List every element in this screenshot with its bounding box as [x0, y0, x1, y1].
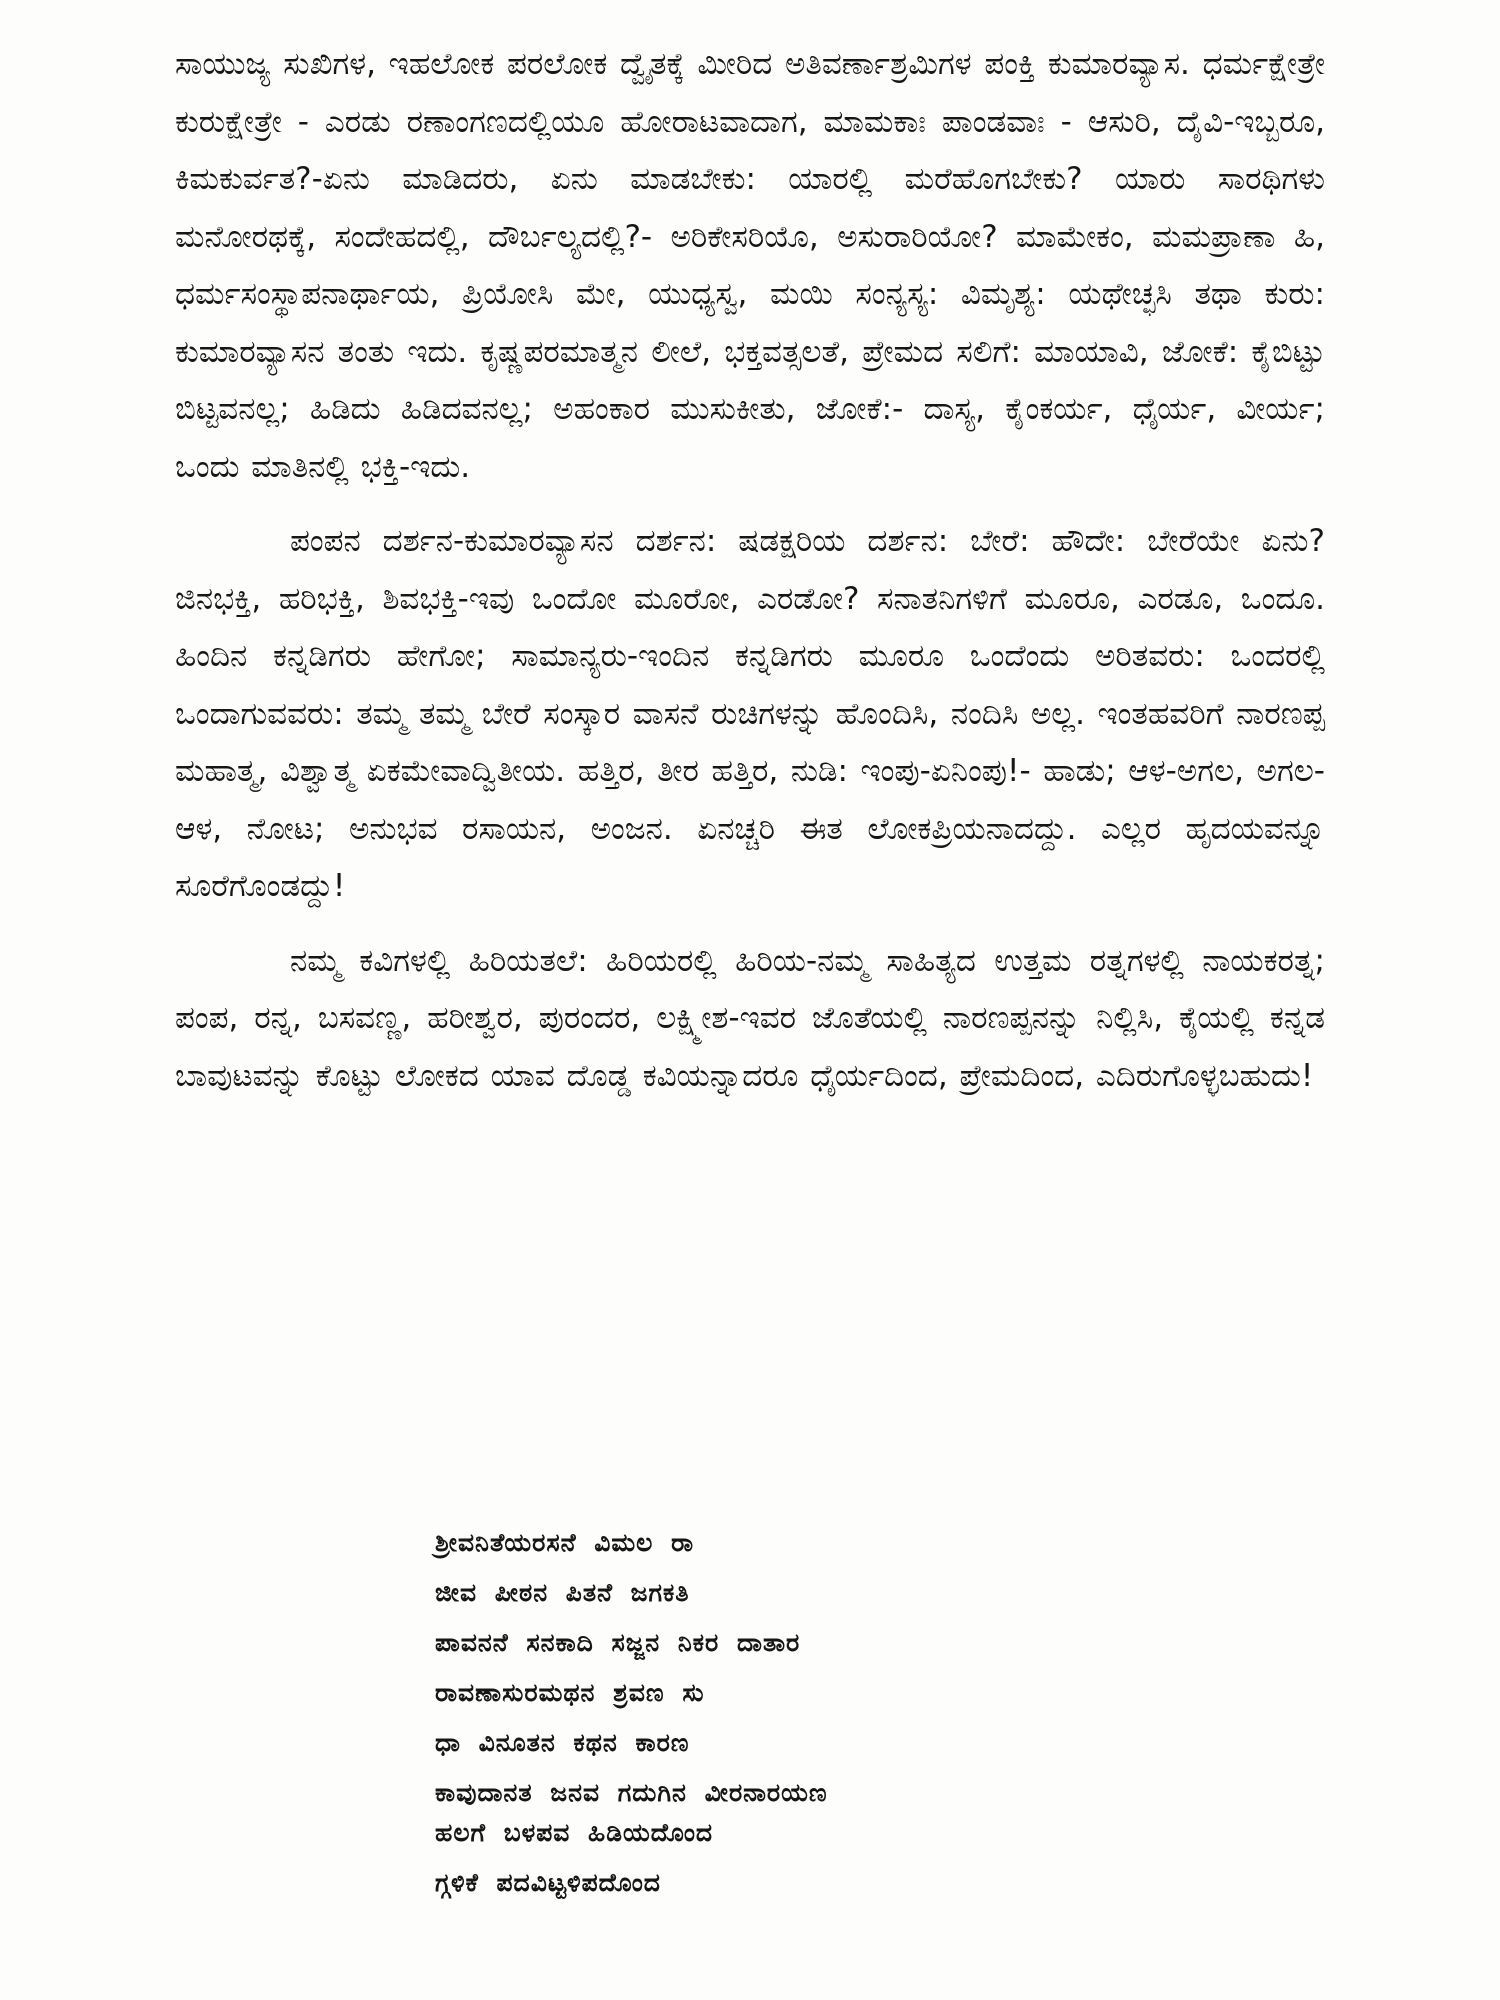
prose-body [175, 36, 1325, 1105]
verse-line: ಕಾವುದಾನತ ಜನವ ಗದುಗಿನ ವೀರನಾರಯಣ [435, 1778, 828, 1807]
verse-stanza-2 [435, 1808, 1335, 1908]
verse-line: ಜೀವ ಪೀಠನ ಪಿತನೆ ಜಗಕತಿ [435, 1578, 690, 1607]
verse-line: ಹಲಗೆ ಬಳಪವ ಹಿಡಿಯದೊಂದ [435, 1818, 714, 1847]
verse-line: ರಾವಣಾಸುರಮಥನ ಶ್ರವಣ ಸು [435, 1678, 705, 1707]
verse-line: ಶ್ರೀವನಿತೆಯರಸನೆ ವಿಮಲ ರಾ [435, 1528, 695, 1557]
verse-stanza-1 [435, 1518, 1335, 1818]
paragraph-1: ಸಾಯುಜ್ಯ ಸುಖಿಗಳ, ಇಹಲೋಕ ಪರಲೋಕ ದ್ವೈತಕ್ಕೆ ಮೀರಿದ ಅತಿವರ್ಣಾಶ್ರಮಿಗಳ ಪಂಕ್ತಿ ಕುಮಾರವ್ಯಾಸ. ಧರ್ಮಕ್ಷೇತ್ರೇ ಕುರುಕ್ಷೇತ್ರೇ - ಎರಡು ರಣಾಂಗಣದಲ್ಲಿಯೂ ಹೋರಾಟವಾದಾಗ, ಮಾಮಕಾಃ ಪಾಂಡವಾಃ - ಆಸುರಿ, ದೈವಿ-ಇಬ್ಬರೂ, ಕಿಮಕುರ್ವತ?-ಏನು ಮಾಡಿದರು, ಏನು ಮಾಡಬೇಕು: ಯಾರಲ್ಲಿ ಮರೆಹೊಗಬೇಕು? ಯಾರು ಸಾರಥಿಗಳು ಮನೋರಥಕ್ಕೆ, ಸಂದೇಹದಲ್ಲಿ, ದೌರ್ಬಲ್ಯದಲ್ಲಿ?- ಅರಿಕೇಸರಿಯೊ, ಅಸುರಾರಿಯೋ? ಮಾಮೇಕಂ, ಮಮಪ್ರಾಣಾ ಹಿ, ಧರ್ಮಸಂಸ್ಥಾಪನಾರ್ಥಾಯ, ಪ್ರಿಯೋಸಿ ಮೇ, ಯುಧ್ಯಸ್ವ, ಮಯಿ ಸಂನ್ಯಸ್ಯ: ವಿಮೃಶ್ಯ: ಯಥೇಚ್ಛಸಿ ತಥಾ ಕುರು: ಕುಮಾರವ್ಯಾಸನ ತಂತು ಇದು. ಕೃಷ್ಣಪರಮಾತ್ಮನ ಲೀಲೆ, ಭಕ್ತವತ್ಸಲತೆ, ಪ್ರೇಮದ ಸಲಿಗೆ: ಮಾಯಾವಿ, ಜೋಕೆ: ಕೈಬಿಟ್ಟು ಬಿಟ್ಟವನಲ್ಲ; ಹಿಡಿದು ಹಿಡಿದವನಲ್ಲ; ಅಹಂಕಾರ ಮುಸುಕೀತು, ಜೋಕೆ:- ದಾಸ್ಯ, ಕೈಂಕರ್ಯ, ಧೈರ್ಯ, ವೀರ್ಯ; ಒಂದು ಮಾತಿನಲ್ಲಿ ಭಕ್ತಿ-ಇದು. [175, 46, 1325, 485]
paragraph-3: ನಮ್ಮ ಕವಿಗಳಲ್ಲಿ ಹಿರಿಯತಲೆ: ಹಿರಿಯರಲ್ಲಿ ಹಿರಿಯ-ನಮ್ಮ ಸಾಹಿತ್ಯದ ಉತ್ತಮ ರತ್ನಗಳಲ್ಲಿ ನಾಯಕರತ್ನ; ಪಂಪ, ರನ್ನ, ಬಸವಣ್ಣ, ಹರೀಶ್ವರ, ಪುರಂದರ, ಲಕ್ಷ್ಮೀಶ-ಇವರ ಜೊತೆಯಲ್ಲಿ ನಾರಣಪ್ಪನನ್ನು ನಿಲ್ಲಿಸಿ, ಕೈಯಲ್ಲಿ ಕನ್ನಡ ಬಾವುಟವನ್ನು ಕೊಟ್ಟು ಲೋಕದ ಯಾವ ದೊಡ್ಡ ಕವಿಯನ್ನಾದರೂ ಧೈರ್ಯದಿಂದ, ಪ್ರೇಮದಿಂದ, ಎದಿರುಗೊಳ್ಳಬಹುದು! [175, 942, 1325, 1094]
verse-line: ಪಾವನನೆ ಸನಕಾದಿ ಸಜ್ಜನ ನಿಕರ ದಾತಾರ [435, 1628, 801, 1657]
paragraph-2: ಪಂಪನ ದರ್ಶನ-ಕುಮಾರವ್ಯಾಸನ ದರ್ಶನ: ಷಡಕ್ಷರಿಯ ದರ್ಶನ: ಬೇರೆ: ಹೌದೇ: ಬೇರೆಯೇ ಏನು? ಜಿನಭಕ್ತಿ, ಹರಿಭಕ್ತಿ, ಶಿವಭಕ್ತಿ-ಇವು ಒಂದೋ ಮೂರೋ, ಎರಡೋ? ಸನಾತನಿಗಳಿಗೆ ಮೂರೂ, ಎರಡೂ, ಒಂದೂ. ಹಿಂದಿನ ಕನ್ನಡಿಗರು ಹೇಗೋ; ಸಾಮಾನ್ಯರು-ಇಂದಿನ ಕನ್ನಡಿಗರು ಮೂರೂ ಒಂದೆಂದು ಅರಿತವರು: ಒಂದರಲ್ಲಿ ಒಂದಾಗುವವರು: ತಮ್ಮ ತಮ್ಮ ಬೇರೆ ಸಂಸ್ಕಾರ ವಾಸನೆ ರುಚಿಗಳನ್ನು ಹೊಂದಿಸಿ, ನಂದಿಸಿ ಅಲ್ಲ. ಇಂತಹವರಿಗೆ ನಾರಣಪ್ಪ ಮಹಾತ್ಮ, ವಿಶ್ವಾತ್ಮ ಏಕಮೇವಾದ್ವಿತೀಯ. ಹತ್ತಿರ, ತೀರ ಹತ್ತಿರ, ನುಡಿ: ಇಂಪು-ಏನಿಂಪು!- ಹಾಡು; ಆಳ-ಅಗಲ, ಅಗಲ-ಆಳ, ನೋಟ; ಅನುಭವ ರಸಾಯನ, ಅಂಜನ. ಏನಚ್ಚರಿ ಈತ ಲೋಕಪ್ರಿಯನಾದದ್ದು. ಎಲ್ಲರ ಹೃದಯವನ್ನೂ ಸೂರೆಗೊಂಡದ್ದು! [175, 523, 1325, 904]
verse-line: ಧಾ ವಿನೂತನ ಕಥನ ಕಾರಣ [435, 1728, 690, 1757]
verse-line: ಗ್ಗಳಿಕೆ ಪದವಿಟ್ಟಳಿಪದೊಂದ [435, 1868, 661, 1897]
